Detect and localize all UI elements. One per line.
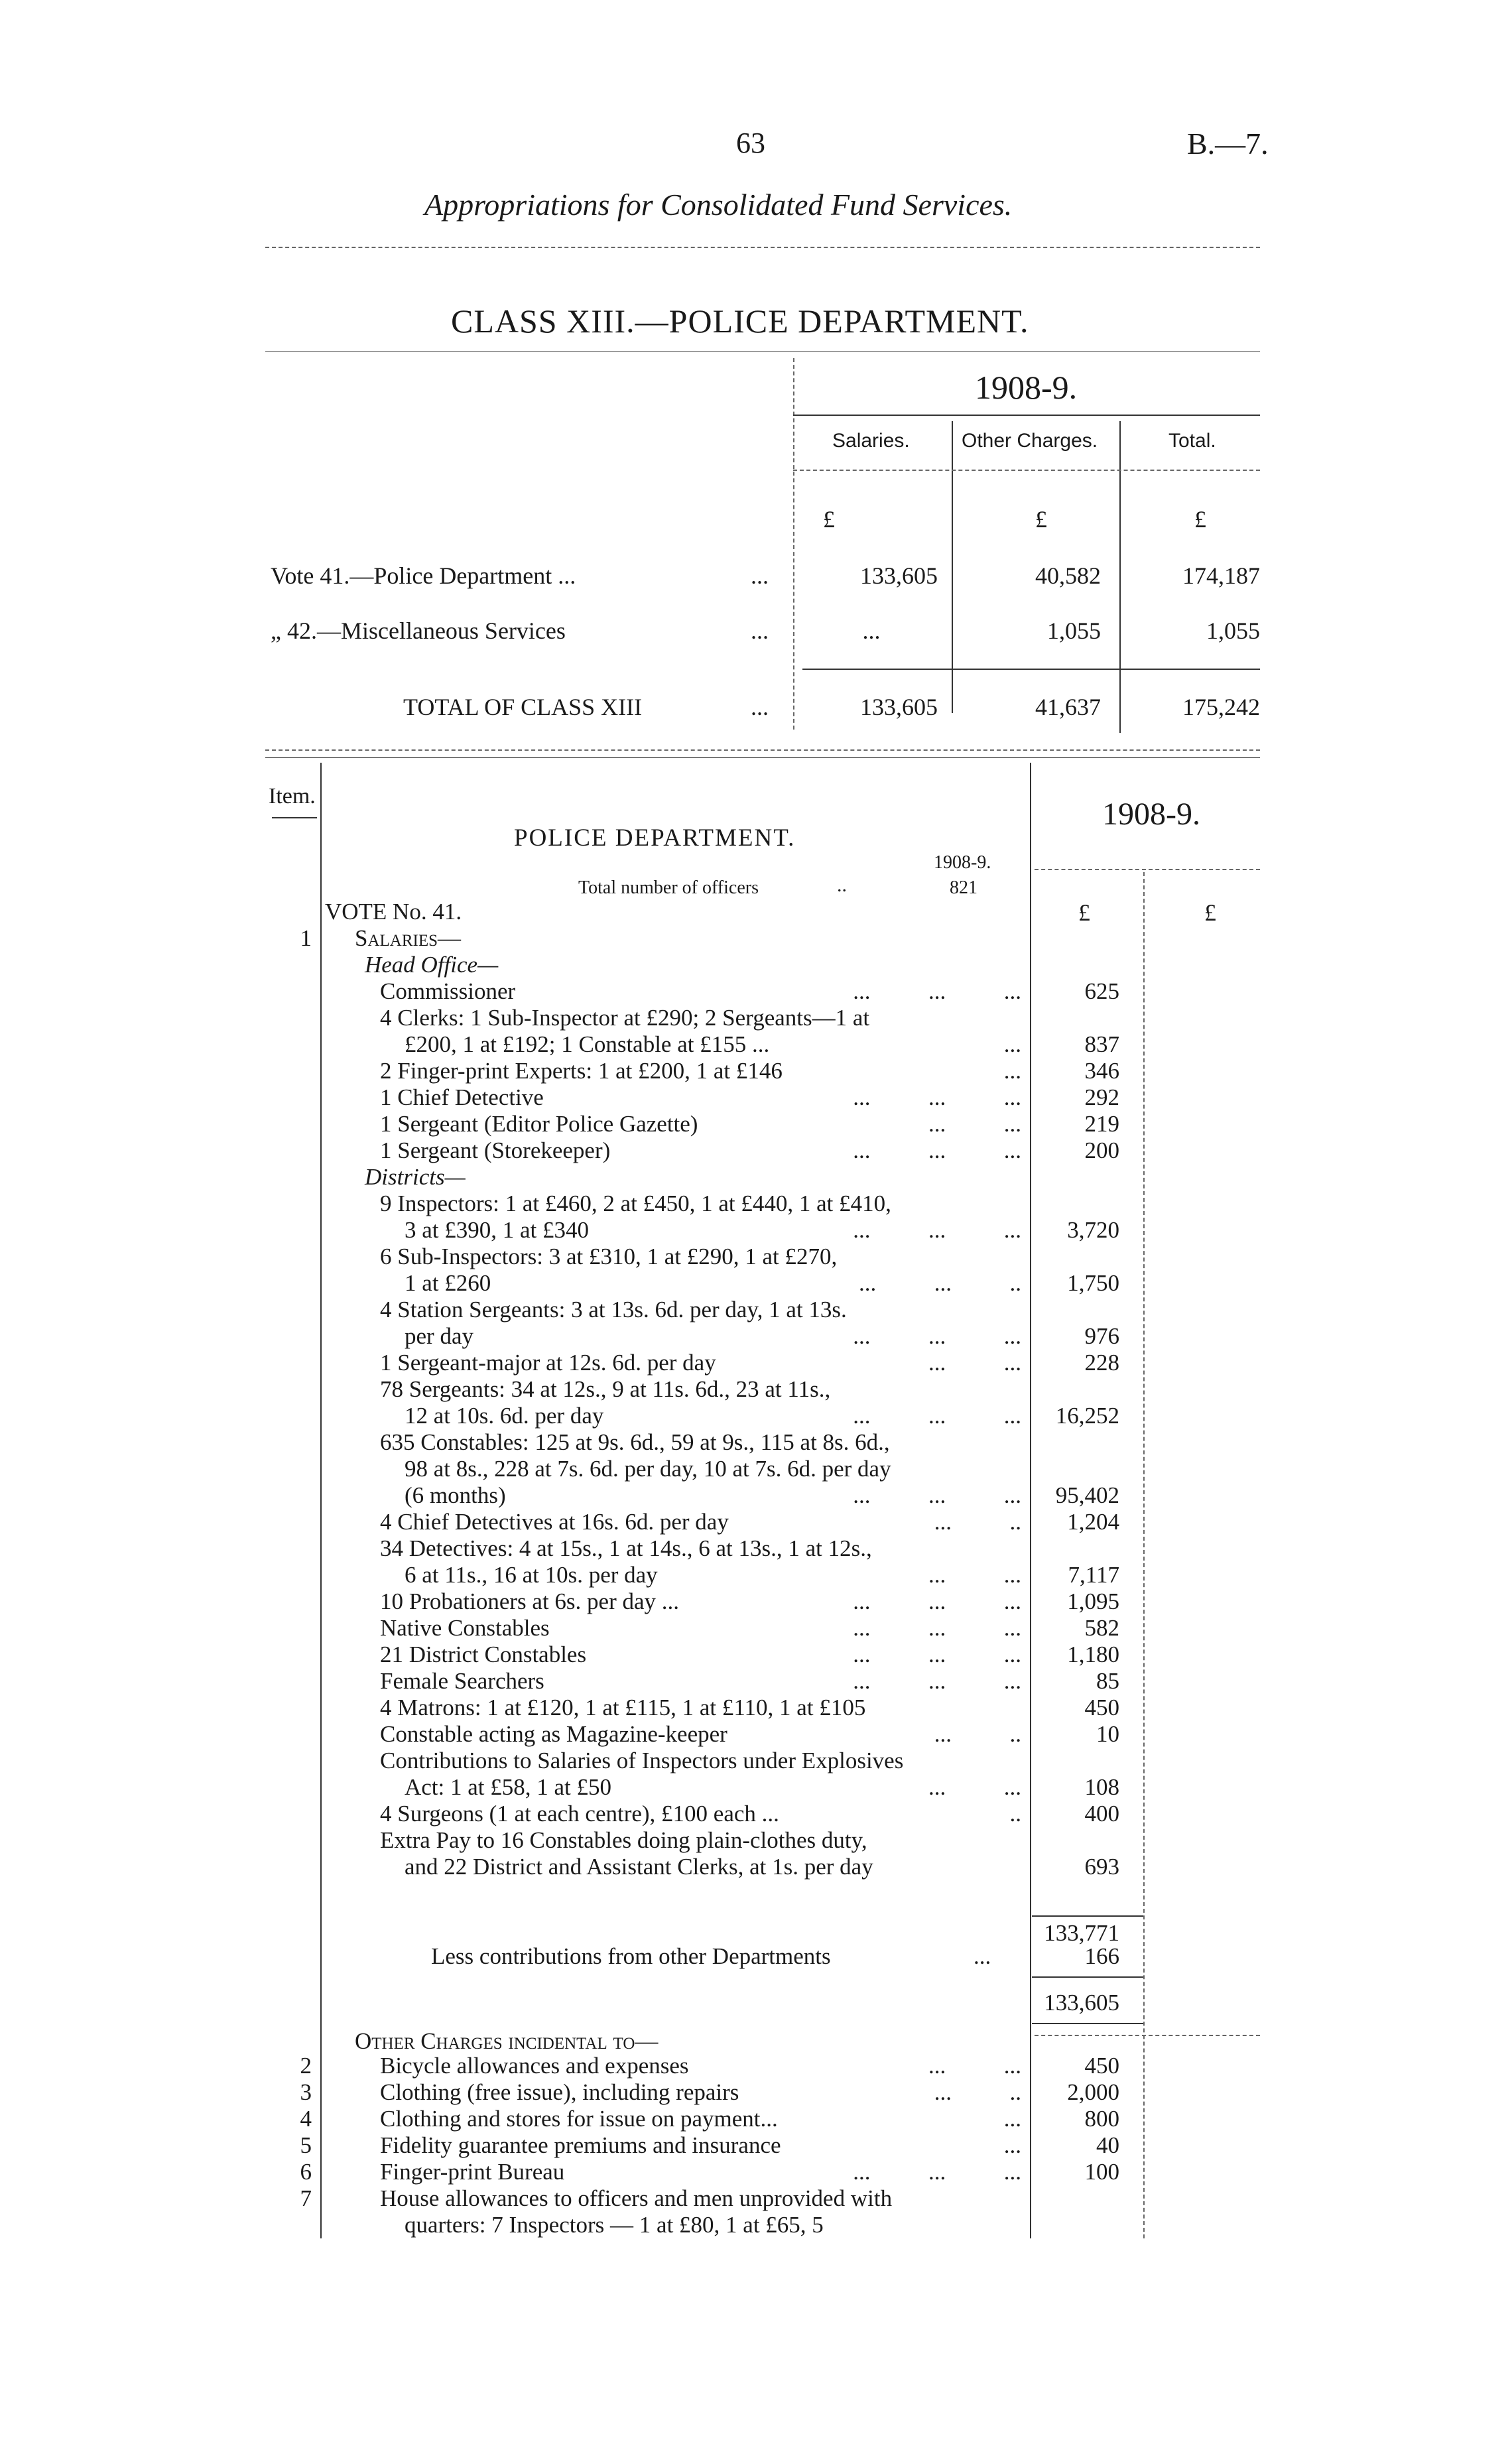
line-description: Clothing and stores for issue on payment... xyxy=(380,2106,778,2132)
line-amount: 450 xyxy=(1084,2053,1119,2079)
line-description: House allowances to officers and men unprovided with xyxy=(380,2185,893,2211)
leader-dots: ... ... ... xyxy=(853,2159,1021,2185)
line-description: 4 Matrons: 1 at £120, 1 at £115, 1 at £110, 1 at £105 xyxy=(380,1695,866,1720)
summary-row-label: „ 42.—Miscellaneous Services xyxy=(271,617,566,644)
summary-other: 40,582 xyxy=(1035,562,1101,589)
line-amount: 228 xyxy=(1084,1350,1119,1376)
currency-symbol: £ xyxy=(1204,899,1216,926)
line-description: and 22 District and Assistant Clerks, at 1s. per day xyxy=(405,1854,873,1880)
divider xyxy=(793,415,1260,416)
line-description: Finger-print Bureau xyxy=(380,2159,565,2185)
leader-dots: ... ... ... xyxy=(853,1668,1021,1694)
line-amount: 95,402 xyxy=(1055,1482,1119,1508)
class-title: CLASS XIII.—POLICE DEPARTMENT. xyxy=(451,302,1029,340)
divider xyxy=(265,757,1260,758)
net-rule xyxy=(1032,2023,1143,2024)
leader-dots: ... xyxy=(751,617,769,644)
leader-dots: ... xyxy=(1003,1031,1021,1057)
line-amount: 800 xyxy=(1084,2106,1119,2132)
item-number: 3 xyxy=(300,2079,312,2105)
divider xyxy=(1035,869,1260,870)
salaries-heading: Salaries— xyxy=(355,925,462,951)
line-description: 6 Sub-Inspectors: 3 at £310, 1 at £290, 1 at £270, xyxy=(380,1244,838,1269)
line-description: 4 Clerks: 1 Sub-Inspector at £290; 2 Sergeants—1 at xyxy=(380,1005,870,1031)
item-number: 7 xyxy=(300,2185,312,2211)
leader-dots: ... xyxy=(751,562,769,589)
line-amount: 3,720 xyxy=(1067,1217,1119,1243)
summary-salaries: ... xyxy=(862,617,881,644)
summary-total-total: 175,242 xyxy=(1182,694,1260,720)
officers-label: Total number of officers xyxy=(578,877,759,898)
line-amount: 100 xyxy=(1084,2159,1119,2185)
summary-other: 1,055 xyxy=(1047,617,1101,644)
line-description: 4 Surgeons (1 at each centre), £100 each ... xyxy=(380,1801,779,1827)
line-description: 21 District Constables xyxy=(380,1641,587,1667)
leader-dots: ... ... xyxy=(928,1562,1021,1588)
line-description: 34 Detectives: 4 at 15s., 1 at 14s., 6 at 13s., 1 at 12s., xyxy=(380,1535,872,1561)
line-amount: 450 xyxy=(1084,1695,1119,1720)
line-amount: 108 xyxy=(1084,1774,1119,1800)
line-description: 78 Sergeants: 34 at 12s., 9 at 11s. 6d., 23 at 11s., xyxy=(380,1376,831,1402)
line-description: quarters: 7 Inspectors — 1 at £80, 1 at £65, 5 xyxy=(405,2212,824,2238)
line-description: 4 Chief Detectives at 16s. 6d. per day xyxy=(380,1509,729,1535)
leader-dots: ... ... xyxy=(928,1111,1021,1137)
summary-salaries: 133,605 xyxy=(860,562,938,589)
leader-dots: ... ... xyxy=(928,1350,1021,1376)
line-amount: 693 xyxy=(1084,1854,1119,1880)
leader-dots: ... ... ... xyxy=(853,1588,1021,1614)
leader-dots: ... ... ... xyxy=(853,978,1021,1004)
item-number: 5 xyxy=(300,2132,312,2158)
line-amount: 582 xyxy=(1084,1615,1119,1641)
line-description: 2 Finger-print Experts: 1 at £200, 1 at £146 xyxy=(380,1058,783,1084)
summary-total-salaries: 133,605 xyxy=(860,694,938,720)
item-number: 1 xyxy=(300,925,312,951)
line-description: 1 Sergeant-major at 12s. 6d. per day xyxy=(380,1350,716,1376)
leader-dots: ... xyxy=(1003,1058,1021,1084)
officers-count: 821 xyxy=(950,877,977,898)
line-description: 1 Sergeant (Editor Police Gazette) xyxy=(380,1111,698,1137)
line-amount: 10 xyxy=(1096,1721,1119,1747)
line-description: Constable acting as Magazine-keeper xyxy=(380,1721,727,1747)
divider xyxy=(1035,2035,1260,2036)
leader-dots: ... ... ... xyxy=(853,1323,1021,1349)
leader-dots: ... ... ... xyxy=(853,1641,1021,1667)
divider xyxy=(265,247,1260,248)
line-description: 1 Chief Detective xyxy=(380,1084,544,1110)
page-number: 63 xyxy=(736,127,765,159)
line-description: 1 at £260 xyxy=(405,1270,491,1296)
item-number: 6 xyxy=(300,2159,312,2185)
col-header-salaries: Salaries. xyxy=(832,430,910,452)
subtotal-amount: 133,771 xyxy=(1044,1920,1119,1946)
line-description: 6 at 11s., 16 at 10s. per day xyxy=(405,1562,658,1588)
leader-dots: ... ... ... xyxy=(853,1482,1021,1508)
line-amount: 40 xyxy=(1096,2132,1119,2158)
line-description: 9 Inspectors: 1 at £460, 2 at £450, 1 at £440, 1 at £410, xyxy=(380,1190,891,1216)
line-amount: 400 xyxy=(1084,1801,1119,1827)
line-amount: 2,000 xyxy=(1067,2079,1119,2105)
divider xyxy=(265,749,1260,751)
subtotal-rule xyxy=(1032,1915,1143,1917)
divider xyxy=(272,817,317,818)
line-amount: 1,095 xyxy=(1067,1588,1119,1614)
other-charges-heading: Other Charges incidental to— xyxy=(355,2028,659,2054)
item-column-header: Item. xyxy=(269,784,316,808)
summary-total-label: TOTAL OF CLASS XIII xyxy=(403,694,643,720)
leader-dots: ... ... ... xyxy=(853,1217,1021,1243)
leader-dots: ... xyxy=(751,694,769,720)
col-header-total: Total. xyxy=(1168,430,1216,452)
leader-dots: ... xyxy=(1003,2106,1021,2132)
divider xyxy=(793,470,1260,471)
currency-symbol: £ xyxy=(1078,899,1090,926)
net-rule xyxy=(1032,1976,1143,1978)
summary-total: 1,055 xyxy=(1206,617,1260,644)
column-rule xyxy=(1119,421,1121,733)
line-amount: 1,750 xyxy=(1067,1270,1119,1296)
page-title: Appropriations for Consolidated Fund Services. xyxy=(424,188,1013,222)
line-description: Act: 1 at £58, 1 at £50 xyxy=(405,1774,612,1800)
line-description: 4 Station Sergeants: 3 at 13s. 6d. per day, 1 at 13s. xyxy=(380,1297,847,1322)
line-description: Female Searchers xyxy=(380,1668,544,1694)
leader-dots: ... ... ... xyxy=(853,1403,1021,1429)
line-amount: 625 xyxy=(1084,978,1119,1004)
section-title: POLICE DEPARTMENT. xyxy=(514,824,796,852)
line-description: (6 months) xyxy=(405,1482,506,1508)
leader-dots: ... xyxy=(1003,2132,1021,2158)
item-number: 2 xyxy=(300,2053,312,2079)
line-description: Bicycle allowances and expenses xyxy=(380,2053,689,2079)
leader-dots: ... ... xyxy=(928,1774,1021,1800)
line-amount: 200 xyxy=(1084,1137,1119,1163)
line-amount: 837 xyxy=(1084,1031,1119,1057)
vote-number: VOTE No. 41. xyxy=(325,899,462,925)
currency-symbol: £ xyxy=(823,506,835,533)
line-amount: 219 xyxy=(1084,1111,1119,1137)
line-amount: 292 xyxy=(1084,1084,1119,1110)
line-description: 635 Constables: 125 at 9s. 6d., 59 at 9s., 115 at 8s. 6d., xyxy=(380,1429,890,1455)
line-description: 12 at 10s. 6d. per day xyxy=(405,1403,604,1429)
line-description: 3 at £390, 1 at £340 xyxy=(405,1217,590,1243)
col-header-other-charges: Other Charges. xyxy=(962,430,1098,452)
column-rule xyxy=(320,763,322,2238)
leader-dots: ... ... xyxy=(928,2053,1021,2079)
leader-dots: .. xyxy=(837,874,847,896)
line-description: £200, 1 at £192; 1 Constable at £155 ... xyxy=(405,1031,770,1057)
summary-year: 1908-9. xyxy=(975,369,1078,406)
districts-heading: Districts— xyxy=(365,1164,466,1190)
leader-dots: ... .. xyxy=(934,2079,1021,2105)
line-description: Native Constables xyxy=(380,1615,550,1641)
currency-symbol: £ xyxy=(1194,506,1206,533)
leader-dots: ... ... ... xyxy=(853,1137,1021,1163)
line-amount: 976 xyxy=(1084,1323,1119,1349)
line-amount: 85 xyxy=(1096,1668,1119,1694)
summary-total: 174,187 xyxy=(1182,562,1260,589)
line-description: 10 Probationers at 6s. per day ... xyxy=(380,1588,680,1614)
leader-dots: .. xyxy=(1009,1801,1021,1827)
less-contributions-label: Less contributions from other Departments xyxy=(431,1943,831,1969)
line-description: 1 Sergeant (Storekeeper) xyxy=(380,1137,611,1163)
line-amount: 7,117 xyxy=(1068,1562,1119,1588)
head-office-heading: Head Office— xyxy=(365,952,499,978)
line-description: Contributions to Salaries of Inspectors under Explosives xyxy=(380,1748,904,1773)
less-contributions-amount: 166 xyxy=(1084,1943,1119,1969)
leader-dots: ... ... ... xyxy=(853,1615,1021,1641)
line-amount: 1,180 xyxy=(1067,1641,1119,1667)
line-description: Fidelity guarantee premiums and insurance xyxy=(380,2132,781,2158)
item-number: 4 xyxy=(300,2106,312,2132)
column-rule xyxy=(1143,872,1145,2238)
summary-row-label: Vote 41.—Police Department ... xyxy=(271,562,576,589)
officers-year: 1908-9. xyxy=(934,852,991,873)
leader-dots: ... .. xyxy=(934,1509,1021,1535)
line-description: Extra Pay to 16 Constables doing plain-clothes duty, xyxy=(380,1827,867,1853)
line-description: Clothing (free issue), including repairs xyxy=(380,2079,739,2105)
line-description: per day xyxy=(405,1323,473,1349)
leader-dots: ... .. xyxy=(934,1721,1021,1747)
line-amount: 1,204 xyxy=(1067,1509,1119,1535)
detail-year: 1908-9. xyxy=(1102,797,1200,832)
net-total-amount: 133,605 xyxy=(1044,1990,1119,2016)
leader-dots: ... ... ... xyxy=(853,1084,1021,1110)
line-description: 98 at 8s., 228 at 7s. 6d. per day, 10 at 7s. 6d. per day xyxy=(405,1456,891,1482)
total-rule xyxy=(802,669,1260,670)
document-reference: B.—7. xyxy=(1187,127,1269,161)
line-description: Commissioner xyxy=(380,978,516,1004)
leader-dots: ... xyxy=(974,1943,991,1969)
leader-dots: ... ... .. xyxy=(859,1270,1021,1296)
line-amount: 16,252 xyxy=(1055,1403,1119,1429)
summary-total-other: 41,637 xyxy=(1035,694,1101,720)
currency-symbol: £ xyxy=(1035,506,1047,533)
line-amount: 346 xyxy=(1084,1058,1119,1084)
column-rule xyxy=(793,358,794,730)
